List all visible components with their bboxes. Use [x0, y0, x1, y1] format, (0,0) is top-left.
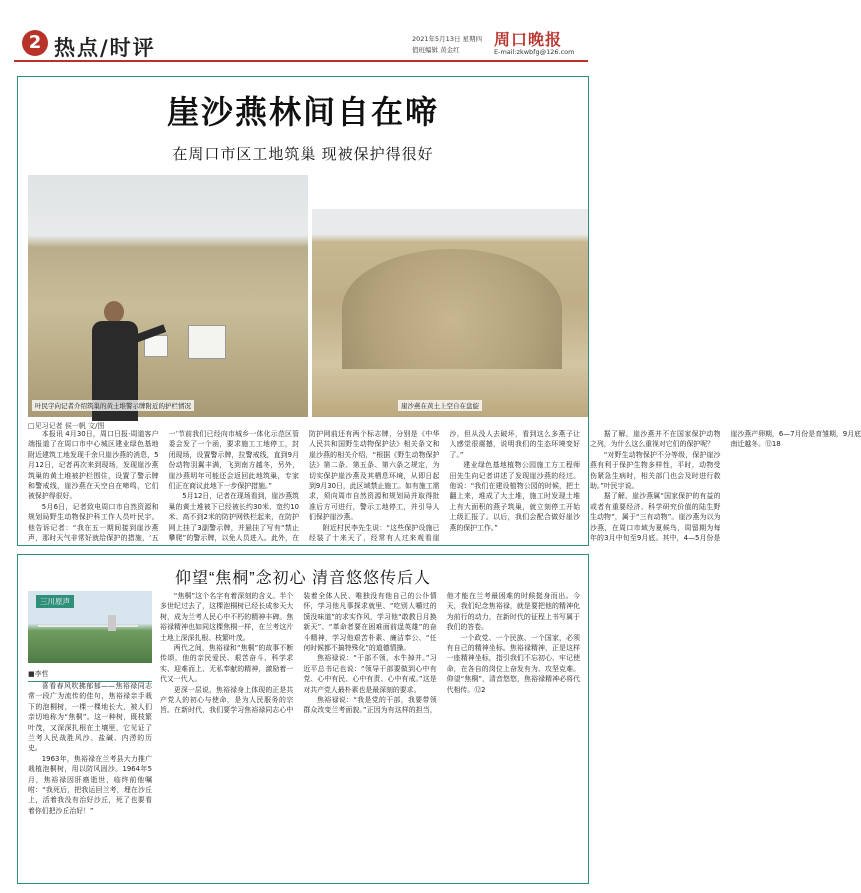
masthead-rule — [14, 60, 588, 62]
bridge — [38, 625, 138, 627]
masthead — [0, 0, 600, 70]
commentary-body — [160, 591, 580, 879]
commentary-headline: 仰望“焦桐”念初心 清音悠悠传后人 — [174, 570, 432, 587]
story-headline: 崖沙燕林间自在啼 — [166, 93, 439, 131]
top-story — [17, 76, 861, 546]
paragraph: 5月12日，记者在现场看到，崖沙燕筑巢的黄土堆被下已经被长约30米、宽约10米、高不到2米的防护网铁栏起来，在防护网上挂了3副警示牌，并悬挂了写有“禁止攀爬”的警示牌，以免人员进入。此外，在防护网前还有两个标志牌，分别是《中华人民共和国野生动物保护法》相关条文和崖沙燕的相关介绍，“根据《野生动物保护法》第二条、第五条、第六条之规定，为切实保护崖沙燕及其栖息环境，从即日起到9月30日，此区域禁止施工。如有施工需求，须向周市自然资源和规划局并取得批准后方可进行，警示工地停工，并引导人们保护崖沙燕。 — [168, 430, 440, 543]
paragraph: 建业绿色基地植物公园施工方工程师田先生向记者讲述了发现崖沙燕的经过。他说：“我们在建设植物公园的时候，把土翻上来，堆成了大土堆，施工时发现土堆上有大面积的燕子筑巢，就立刻停工开始上级汇报了。以后，我们会配合做好崖沙燕的保护工作。” — [449, 461, 580, 532]
story-subheadline: 在周口市区工地筑巢 现被保护得很好 — [172, 146, 434, 163]
paragraph: 两代之间，焦裕禄和“焦桐”的故事不断传颂，他的亲民爱民、艰苦奋斗、科学求实、迎难而上、无私奉献的精神，激励着一代又一代人。 — [160, 644, 294, 684]
photo-caption-right: 崖沙燕在黄土上空自在盘旋 — [398, 400, 482, 411]
duty-editors: 值班编辑 黄金红 — [412, 46, 460, 54]
paragraph: “焦桐”这个名字有着深刻的含义。半个多世纪过去了，这棵泡桐树已经长成参天大树，成为兰考人民心中不朽的精神丰碑。焦裕禄精神也如同这棵焦桐一样，在兰考这片土地上深深扎根、枝繁叶茂。 — [160, 592, 294, 642]
paragraph: 附近村民李先生说：“这些保护设施已经装了十来天了，经常有人过来观看崖沙，但从没人去破坏，看到这么多燕子让人感觉很震撼，说明我们的生态环境变好了。” — [309, 430, 580, 543]
reporter-byline: □见习记者 侯一帆 文/图 — [28, 422, 105, 430]
photo-sand-mound — [312, 209, 588, 417]
warning-sign — [188, 325, 226, 359]
paper-logo: 周口晚报 — [494, 30, 563, 49]
paragraph: 更深一层说，焦裕禄身上体现的正是共产党人的初心与使命，是为人民服务的宗旨。在新时代，我们要学习焦裕禄同志心中装着全体人民、唯独没有他自己的公仆情怀，学习他凡事探求就里、“吃别人嚼过的馍没味道”的求实作风，学习他“敢教日月换新天”、“革命者要在困难面前逞英雄”的奋斗精神，学习他艰苦朴素、廉洁奉公、“任何时候都不搞特殊化”的道德情操。 — [160, 592, 437, 715]
issue-date: 2021年5月13日 星期四 — [412, 35, 483, 43]
paragraph: “对野生动物保护不分等级，保护崖沙燕有利于保护生物多样性，平时，动物受伤紧急生病时，相关部门也会及时进行救助。”叶民宇说。 — [590, 450, 721, 491]
building — [108, 615, 116, 631]
issue-info — [412, 34, 482, 56]
column-tag: 三川原声 — [36, 595, 74, 608]
paragraph: 焦裕禄说：“干部不领，水牛掉井。”习近平总书记也说：“领导干部要做到心中有党、心中有民、心中有责、心中有戒。”这是对共产党人最朴素也是最深刻的要求。 — [303, 654, 437, 694]
paragraph: 焦裕禄说：“我是党的干部，我要带领群众改变兰考面貌。”正因为有这样的担当，他才能在兰考最困难的时候挺身而出。今天，我们纪念焦裕禄，就是要把他的精神化为前行的动力，在新时代的征程上书写属于我们的答卷。 — [303, 592, 580, 715]
paragraph: 喜看春风吹拂郁郁——焦裕禄同志常一段广为流传的佳句，焦裕禄亲手栽下的泡桐树，一棵一棵地长大，被人们亲切地称为“焦桐”。这一种树，既枝繁叶茂，又深深扎根在土壤里，它见证了兰考人民战胜风沙、盐碱、内涝的历史。 — [28, 682, 152, 753]
paragraph: 5月6日，记者致电周口市自然资源和规划局野生动物保护科工作人员叶民宇。他告诉记者：“我在五一期间接到崖沙燕声，那时天气非常好就给保护的措施，‘五一’节前我们已经向市城乡一体化示范区管委会发了一个函，要求施工工地停工，封闭现场，设置警示牌，拉警戒线，直到9月份动物羽翼丰满，飞到南方越冬，另外，崖沙燕明年可能还会返回此地筑巢，专家们正在商议此地下一步保护措施。” — [28, 430, 299, 543]
paragraph: 据了解，崖沙燕并不在国家保护动物之列，为什么这么重视对它们的保护呢？ — [590, 430, 721, 449]
sand-mound — [342, 249, 562, 369]
photo-river-park — [28, 591, 152, 663]
paragraph: 1963年，焦裕禄在兰考县大力推广栽植泡桐树，用以防风固沙。1964年5月，焦裕禄因肝癌逝世，临终前他嘱咐：“我死后，把我运回兰考，埋在沙丘上，活着我没有治好沙丘，死了也要看着你们把沙丘治好！” — [28, 754, 152, 815]
commentary-body-first-column — [28, 681, 152, 879]
commentary-author: ■李哲 — [28, 669, 152, 682]
paragraph: 一个政党、一个民族、一个国家，必须有自己的精神坐标。焦裕禄精神，正是这样一座精神坐标，指引我们不忘初心、牢记使命，在各自的岗位上奋发有为、攻坚克难。仰望“焦桐”，清音悠悠，焦裕禄精神必将代代相传。⑫2 — [446, 633, 580, 694]
photo-caption-left: 叶民宇向记者介绍筑巢的黄土堆警示牌附近的护栏情况 — [32, 400, 194, 411]
paper-email: E-mail:zkwbfg@126.com — [494, 48, 575, 56]
section-title: 热点/时评 — [54, 35, 156, 60]
page-number-badge: 2 — [22, 30, 48, 56]
commentary-story — [17, 554, 589, 884]
photo-worker-at-fence — [28, 175, 308, 417]
paragraph: 据了解，崖沙燕属“国家保护的有益的或者有重要经济、科学研究价值的陆生野生动物”，属于“三有动物”。崖沙燕为以为沙燕，在周口市域为夏候鸟，周留期为每年的3月中旬至9月底。其中，4—5月份是崖沙燕产卵期，6—7月份是育雏期，9月底南迁越冬。⑫18 — [590, 430, 861, 543]
story-body — [28, 429, 861, 545]
paragraph: 本报讯 4月30日，周口日报·周道客户端报道了在周口市中心城区建业绿色基地附近建筑工地发现千余只崖沙燕的消息，5月12日，记者再次来到现场，发现崖沙燕筑巢的黄土堆被护栏围住，设置了警示牌和警戒线，崖沙燕在天空自在啼鸣，它们被保护得很好。 — [28, 430, 159, 501]
